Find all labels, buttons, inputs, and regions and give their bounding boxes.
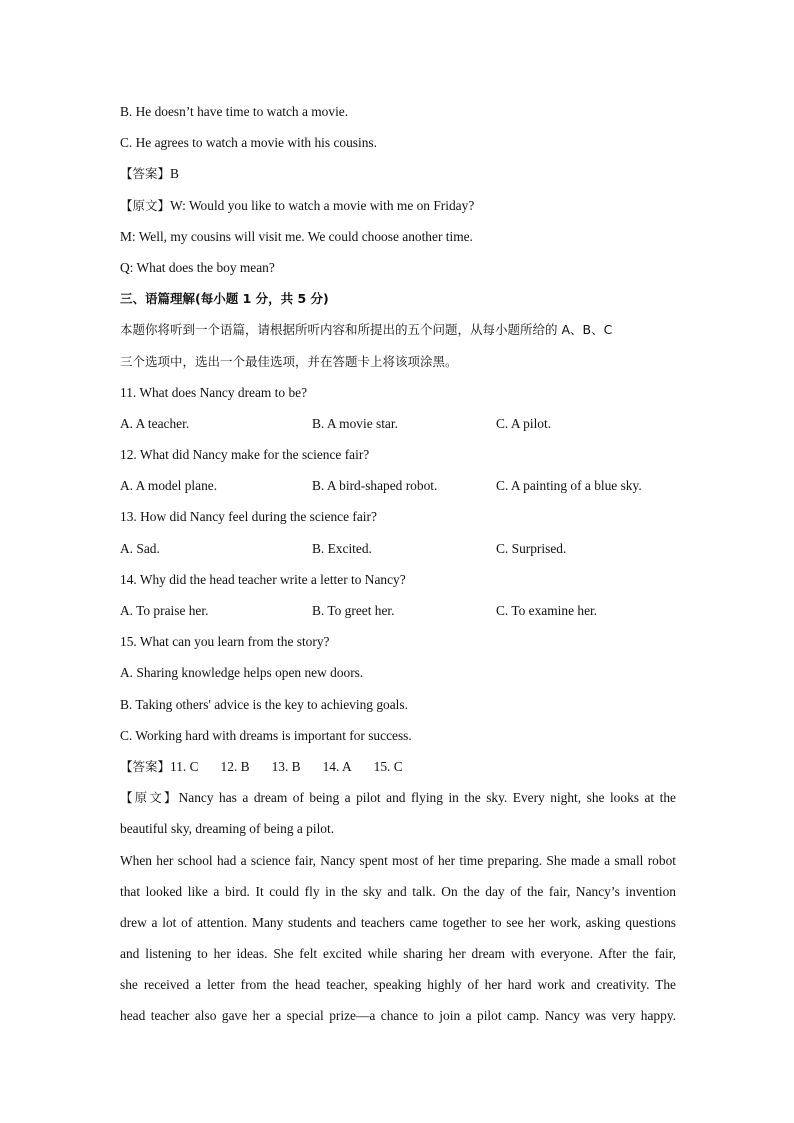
- question-11-options: [120, 413, 676, 444]
- option-c: C. Surprised.: [496, 540, 567, 556]
- option-c: C. He agrees to watch a movie with his cousins.: [120, 135, 377, 151]
- question-14: 14. Why did the head teacher write a letter to Nancy?: [120, 571, 406, 587]
- question-15: 15. What can you learn from the story?: [120, 634, 330, 650]
- answer-key-line: [120, 756, 676, 787]
- answer-line: [120, 163, 676, 194]
- answer-value: B: [170, 166, 179, 182]
- passage-line-2: beautiful sky, dreaming of being a pilot.: [120, 821, 335, 837]
- section-heading: 三、语篇理解(每小题 1 分，共 5 分): [120, 291, 329, 307]
- dialogue-m: M: Well, my cousins will visit me. We could choose another time.: [120, 228, 473, 244]
- passage-line-6: and listening to her ideas. She felt excited while sharing her dream with everyone. After the fair,: [120, 946, 676, 962]
- passage-line-3: When her school had a science fair, Nancy spent most of her time preparing. She made a small robot: [120, 852, 676, 868]
- dialogue-q: Q: What does the boy mean?: [120, 259, 275, 275]
- original-tag: 【原文】: [120, 197, 171, 213]
- option-b: B. Excited.: [312, 540, 372, 556]
- option-a: A. A model plane.: [120, 478, 218, 494]
- question-15-option-c: C. Working hard with dreams is important for success.: [120, 727, 412, 743]
- answer-item: 14. A: [322, 758, 352, 774]
- dialogue-w: W: Would you like to watch a movie with me on Friday?: [170, 197, 475, 213]
- answer-key-tag: 【答案】: [120, 758, 171, 774]
- passage-line-1: [120, 787, 676, 818]
- question-12: 12. What did Nancy make for the science fair?: [120, 447, 370, 463]
- answer-item: 12. B: [220, 758, 250, 774]
- option-b: B. He doesn’t have time to watch a movie.: [120, 104, 349, 119]
- question-11: 11. What does Nancy dream to be?: [120, 384, 308, 400]
- original-text-line: [120, 195, 676, 226]
- passage-text: Nancy has a dream of being a pilot and flying in the sky. Every night, she looks at the: [178, 790, 676, 806]
- passage-tag: 【原文】: [120, 790, 179, 806]
- document-page: [120, 101, 676, 1037]
- question-13-options: [120, 538, 676, 569]
- option-a: A. Sad.: [120, 540, 160, 556]
- option-c: C. A painting of a blue sky.: [496, 478, 642, 494]
- instruction-line-2: 三个选项中，选出一个最佳选项，并在答题卡上将该项涂黑。: [120, 353, 458, 369]
- option-b: B. To greet her.: [312, 603, 395, 618]
- instruction-line-1: 本题你将听到一个语篇，请根据所听内容和所提出的五个问题，从每小题所给的 A、B、C: [120, 322, 613, 338]
- answer-tag: 【答案】: [120, 166, 171, 182]
- passage-line-5: drew a lot of attention. Many students and teachers came together to see her work, asking questions: [120, 914, 676, 930]
- question-14-options: [120, 600, 676, 631]
- answer-item: 15. C: [373, 758, 403, 774]
- option-a: A. A teacher.: [120, 415, 190, 431]
- option-a: A. To praise her.: [120, 603, 209, 618]
- passage-line-4: that looked like a bird. It could fly in the sky and talk. On the day of the fair, Nancy’s invention: [120, 883, 676, 899]
- option-b: B. A movie star.: [312, 415, 398, 431]
- option-b: B. A bird-shaped robot.: [312, 478, 438, 494]
- passage-line-8: head teacher also gave her a special prize—a chance to join a pilot camp. Nancy was very happy.: [120, 1008, 676, 1024]
- answer-item: 11. C: [170, 758, 199, 774]
- option-c: C. A pilot.: [496, 415, 552, 431]
- question-15-option-a: A. Sharing knowledge helps open new doors.: [120, 665, 364, 681]
- question-13: 13. How did Nancy feel during the science fair?: [120, 509, 377, 525]
- option-c: C. To examine her.: [496, 603, 598, 618]
- passage-line-7: she received a letter from the head teacher, speaking highly of her hard work and creativity. The: [120, 977, 676, 993]
- question-12-options: [120, 475, 676, 506]
- answer-item: 13. B: [271, 758, 301, 774]
- question-15-option-b: B. Taking others' advice is the key to achieving goals.: [120, 696, 408, 712]
